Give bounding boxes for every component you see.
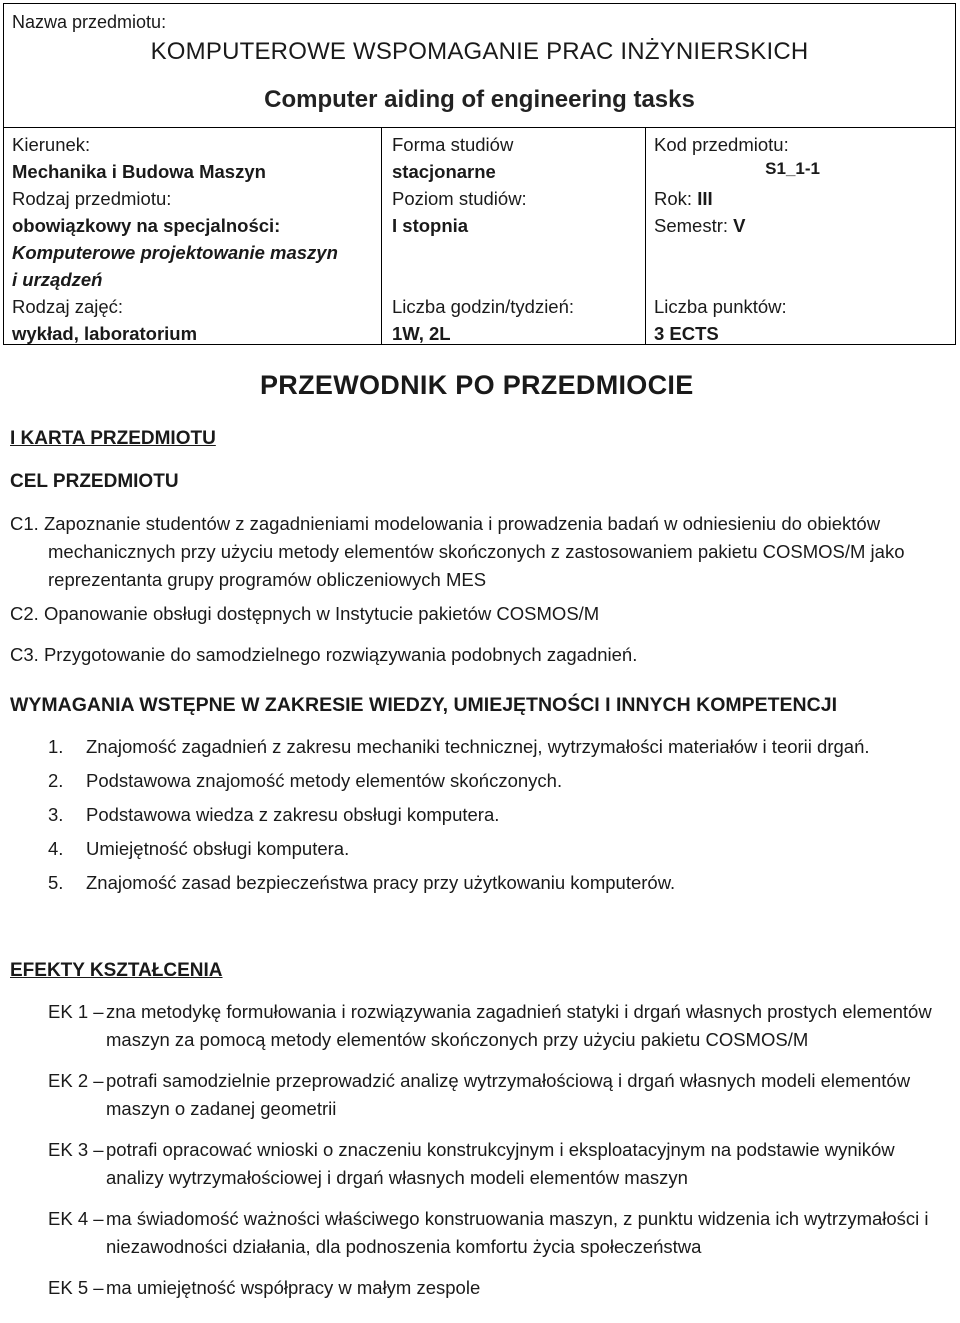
level-value: I stopnia [392,215,469,236]
direction-value: Mechanika i Budowa Maszyn [12,161,266,182]
item-number: 1. [48,736,64,757]
effects-list [48,998,948,1315]
effect-item [48,1136,948,1192]
course-header-box [3,3,956,345]
effect-code: EK 1 – [48,1001,104,1022]
goal-c3 [10,641,960,669]
item-text: Umiejętność obsługi komputera. [86,838,350,859]
direction-label: Kierunek: [12,134,91,155]
section-course-card: I KARTA PRZEDMIOTU [10,428,216,449]
specialty-line-1: Komputerowe projektowanie maszyn [12,242,338,263]
form-label: Forma studiów [392,134,514,155]
effect-code: EK 3 – [48,1139,104,1160]
course-info-column-1 [12,131,372,347]
effect-code: EK 4 – [48,1208,104,1229]
effects-heading: EFEKTY KSZTAŁCENIA [10,960,223,981]
guide-title: PRZEWODNIK PO PRZEDMIOCIE [260,370,694,400]
course-title-pl: KOMPUTEROWE WSPOMAGANIE PRAC INŻYNIERSKICH [150,38,809,65]
goal-c2 [10,600,960,628]
column-divider-1 [381,127,382,344]
classes-value: wykład, laboratorium [12,323,198,344]
goal-code: C2. [10,603,39,624]
course-code-value: S1_1-1 [765,159,820,178]
goal-c1 [10,510,960,594]
course-info-column-2 [392,131,642,347]
goal-text: Zapoznanie studentów z zagadnieniami modelowania i prowadzenia badań w odniesieniu do obiektów mechanicznych przy użyciu metody elementów skończonych z zastosowaniem pakietu COSMOS/M jako reprezentanta grupy programów obliczeniowych MES [43,513,905,590]
effect-item [48,1205,948,1261]
effect-text: potrafi samodzielnie przeprowadzić analizę wytrzymałościową i drgań własnych modeli elementów maszyn o zadanej geometrii [106,1070,911,1119]
code-label: Kod przedmiotu: [654,134,789,155]
item-text: Znajomość zasad bezpieczeństwa pracy przy użytkowaniu komputerów. [86,872,676,893]
effect-text: ma świadomość ważności właściwego konstruowania maszyn, z punktu widzenia ich wytrzymałości i niezawodności działania, dla podnoszenia komfortu życia społeczeństwa [106,1208,929,1257]
level-label: Poziom studiów: [392,188,527,209]
item-number: 4. [48,838,64,859]
goal-text: Przygotowanie do samodzielnego rozwiązywania podobnych zagadnień. [43,644,638,665]
list-item [48,767,928,795]
list-item [48,869,928,897]
goal-text: Opanowanie obsługi dostępnych w Instytucie pakietów COSMOS/M [43,603,600,624]
effect-code: EK 2 – [48,1070,104,1091]
requirements-heading: WYMAGANIA WSTĘPNE W ZAKRESIE WIEDZY, UMIEJĘTNOŚCI I INNYCH KOMPETENCJI [10,694,837,716]
item-text: Podstawowa znajomość metody elementów skończonych. [86,770,563,791]
type-value: obowiązkowy na specjalności: [12,215,281,236]
effect-text: potrafi opracować wnioski o znaczeniu konstrukcyjnym i eksploatacyjnym na podstawie wyników analizy wytrzymałościowej i drgań własnych modeli elementów maszyn [106,1139,895,1188]
points-label: Liczba punktów: [654,296,787,317]
list-item [48,733,928,761]
specialty-line-2: i urządzeń [12,269,103,290]
effect-text: zna metodykę formułowania i rozwiązywania zagadnień statyki i drgań własnych prostych elementów maszyn za pomocą metody elementów skończonych przy użyciu pakietu COSMOS/M [106,1001,932,1050]
item-number: 2. [48,770,64,791]
hours-value: 1W, 2L [392,323,451,344]
item-text: Znajomość zagadnień z zakresu mechaniki technicznej, wytrzymałości materiałów i teorii drgań. [86,736,870,757]
semester-label: Semestr: [654,215,729,236]
effect-item [48,1274,948,1302]
effect-text: ma umiejętność współpracy w małym zespole [106,1277,481,1298]
requirements-list [48,733,928,903]
list-item [48,835,928,863]
course-title-en: Computer aiding of engineering tasks [264,86,695,113]
header-divider [4,127,955,128]
section-course-goal: CEL PRZEDMIOTU [10,471,179,492]
effect-item [48,998,948,1054]
item-number: 5. [48,872,64,893]
form-value: stacjonarne [392,161,496,182]
year-value: III [697,188,713,209]
points-value: 3 ECTS [654,323,719,344]
subject-label: Nazwa przedmiotu: [12,12,167,32]
classes-label: Rodzaj zajęć: [12,296,124,317]
goal-code: C3. [10,644,39,665]
item-number: 3. [48,804,64,825]
semester-value: V [733,215,746,236]
year-row [654,185,954,212]
type-label: Rodzaj przedmiotu: [12,188,172,209]
hours-label: Liczba godzin/tydzień: [392,296,575,317]
semester-row [654,212,954,239]
year-label: Rok: [654,188,693,209]
column-divider-2 [645,127,646,344]
effect-item [48,1067,948,1123]
list-item [48,801,928,829]
goal-code: C1. [10,513,39,534]
item-text: Podstawowa wiedza z zakresu obsługi komputera. [86,804,500,825]
effect-code: EK 5 – [48,1277,104,1298]
